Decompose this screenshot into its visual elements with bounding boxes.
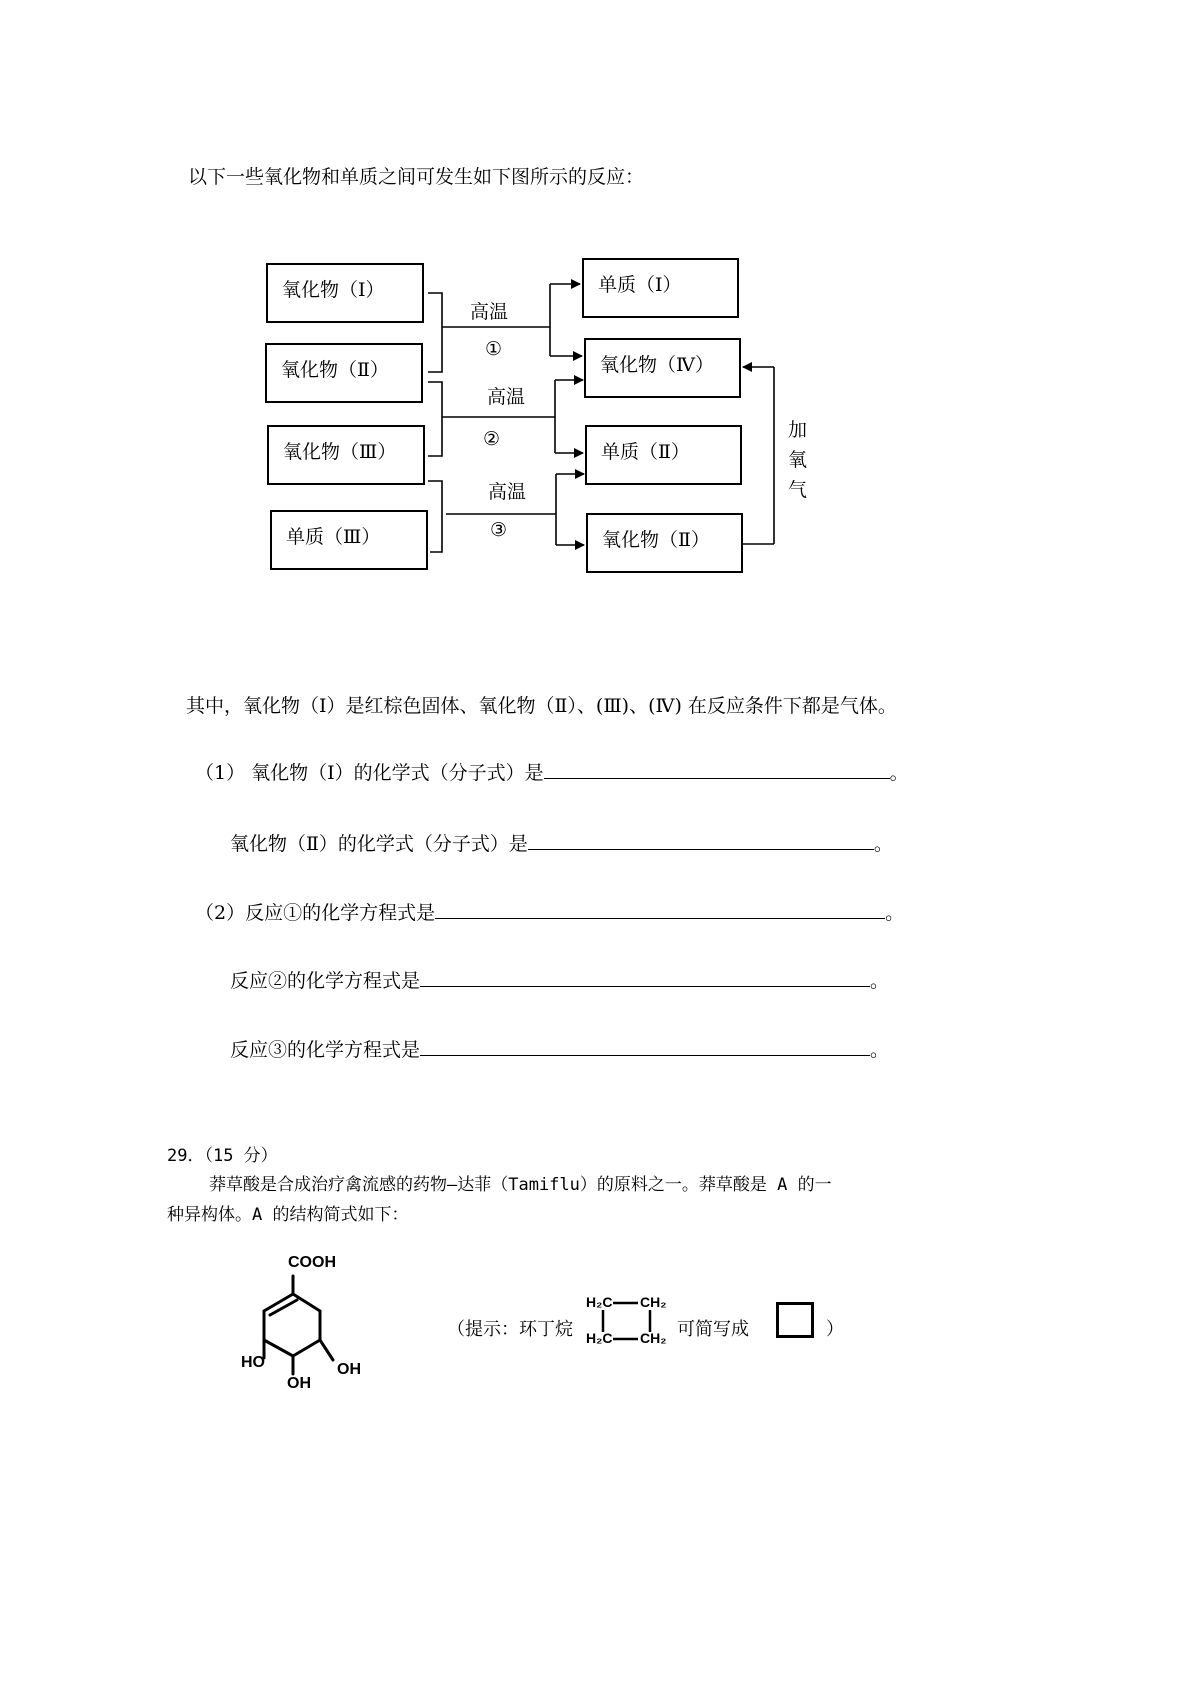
hint-mid: 可简写成 xyxy=(677,1319,749,1340)
box-label: 氧化物（Ⅱ） xyxy=(602,529,710,551)
label-cooh: COOH xyxy=(288,1254,336,1271)
box-label: 单质（Ⅰ） xyxy=(598,274,682,296)
box-label: 氧化物（Ⅳ） xyxy=(600,354,714,376)
condition-3: 高温 xyxy=(488,481,527,503)
side-label-char: 加 xyxy=(788,419,808,441)
statement-text: 其中，氧化物（Ⅰ）是红棕色固体、氧化物（Ⅱ）、(Ⅲ)、(Ⅳ) 在反应条件下都是气体。 xyxy=(186,695,897,717)
q29-line2: 种异构体。A 的结构简式如下： xyxy=(167,1205,409,1225)
box-label: 氧化物（Ⅰ） xyxy=(282,279,385,301)
reaction-number-1: ① xyxy=(485,338,503,360)
hint-open: （提示：环丁烷 xyxy=(447,1319,573,1340)
question-label: （2）反应①的化学方程式是 xyxy=(195,902,436,924)
reaction-number-3: ③ xyxy=(490,519,508,541)
label-oh-right: OH xyxy=(337,1361,361,1378)
intro-text: 以下一些氧化物和单质之间可发生如下图所示的反应： xyxy=(188,166,645,188)
question-end: 。 xyxy=(873,833,893,855)
cb-h2c-bottom: H₂C xyxy=(586,1330,613,1346)
question-end: 。 xyxy=(885,902,905,924)
box-label: 氧化物（Ⅱ） xyxy=(281,359,389,381)
question-label: 反应②的化学方程式是 xyxy=(230,970,421,992)
question-end: 。 xyxy=(889,762,909,784)
cb-ch2-top: CH₂ xyxy=(640,1294,667,1310)
hint-close: ） xyxy=(826,1319,844,1340)
condition-1: 高温 xyxy=(470,301,509,323)
question-label: 反应③的化学方程式是 xyxy=(230,1039,421,1061)
cb-h2c-top: H₂C xyxy=(586,1294,613,1310)
cyclobutane-square-icon xyxy=(776,1302,814,1338)
question-label: 氧化物（Ⅱ）的化学式（分子式）是 xyxy=(230,833,528,855)
q29-number: 29．（15 分） xyxy=(167,1146,278,1166)
reaction-number-2: ② xyxy=(483,428,501,450)
side-label-char: 氧 xyxy=(788,449,808,471)
box-label: 单质（Ⅲ） xyxy=(286,526,381,548)
question-label: （1） 氧化物（Ⅰ）的化学式（分子式）是 xyxy=(195,762,544,784)
label-ho: HO xyxy=(241,1354,265,1371)
cb-ch2-bottom: CH₂ xyxy=(640,1330,667,1346)
box-label: 氧化物（Ⅲ） xyxy=(283,441,397,463)
side-label-char: 气 xyxy=(788,479,808,501)
question-end: 。 xyxy=(870,970,890,992)
question-end: 。 xyxy=(870,1039,890,1061)
condition-2: 高温 xyxy=(487,386,526,408)
label-oh-bottom: OH xyxy=(287,1375,311,1392)
box-label: 单质（Ⅱ） xyxy=(601,441,690,463)
q29-line1: 莽草酸是合成治疗禽流感的药物—达菲（Tamiflu）的原料之一。莽草酸是 A 的一 xyxy=(209,1175,832,1195)
